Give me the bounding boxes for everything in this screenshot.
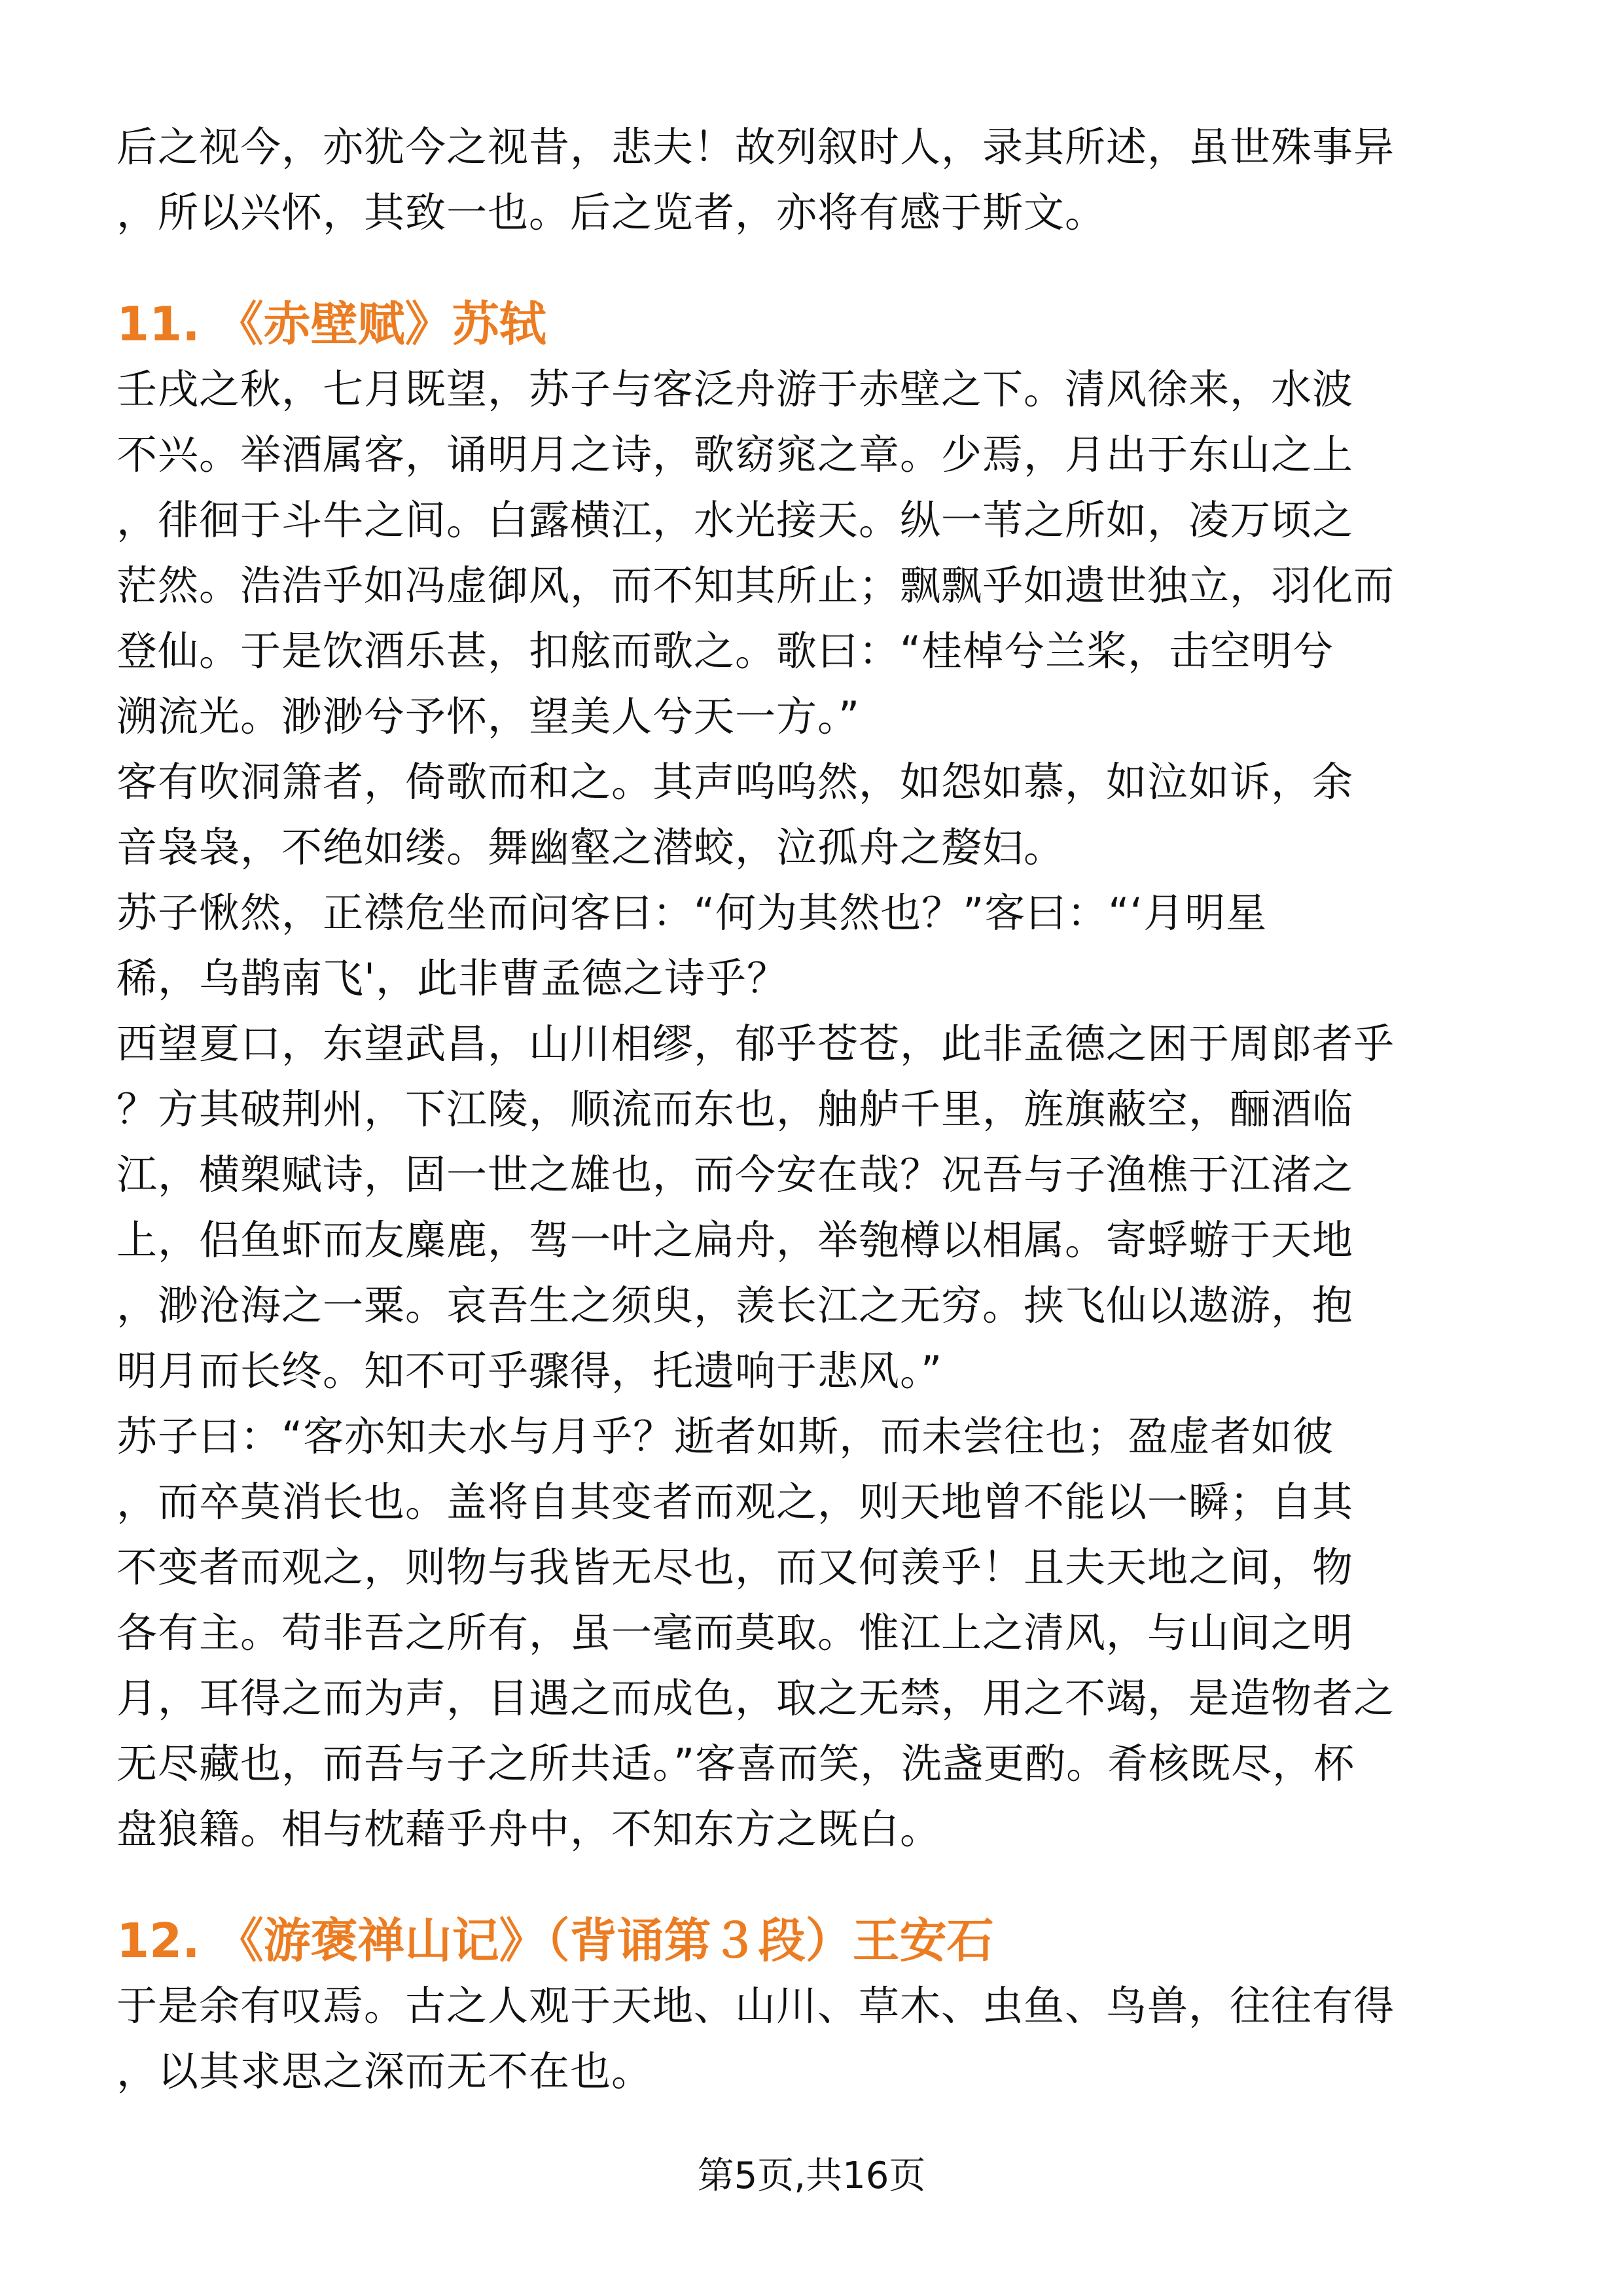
- text-line: 于是余有叹焉。古之人观于天地、山川、草木、虫鱼、鸟兽，往往有得: [116, 1982, 1395, 2030]
- text-line: 后之视今，亦犹今之视昔，悲夫！故列叙时人，录其所述，虽世殊事异: [116, 123, 1395, 171]
- text-line: 江，横槊赋诗，固一世之雄也，而今安在哉？况吾与子渔樵于江渚之: [116, 1151, 1354, 1198]
- document-body: [116, 115, 1478, 2104]
- intro-paragraph: [116, 115, 1478, 245]
- text-line: 客有吹洞箫者，倚歌而和之。其声呜呜然，如怨如慕，如泣如诉，余: [116, 758, 1354, 806]
- text-line: 不兴。举酒属客，诵明月之诗，歌窈窕之章。少焉，月出于东山之上: [116, 431, 1354, 478]
- text-line: 盘狼籍。相与枕藉乎舟中，不知东方之既白。: [116, 1805, 942, 1853]
- text-line: 各有主。苟非吾之所有，虽一毫而莫取。惟江上之清风，与山间之明: [116, 1609, 1354, 1657]
- text-line: ？方其破荆州，下江陵，顺流而东也，舳舻千里，旌旗蔽空，酾酒临: [116, 1085, 1354, 1133]
- text-line: 溯流光。渺渺兮予怀，望美人兮天一方。”: [116, 692, 861, 740]
- section-12-text: [116, 1973, 1478, 2104]
- text-line: ，渺沧海之一粟。哀吾生之须臾，羡长江之无穷。挟飞仙以遨游，抱: [116, 1282, 1354, 1329]
- text-line: 苏子愀然，正襟危坐而问客曰：“何为其然也？”客曰：“‘月明星: [116, 889, 1268, 937]
- text-line: 茫然。浩浩乎如冯虚御风，而不知其所止；飘飘乎如遗世独立，羽化而: [116, 562, 1395, 609]
- section-12-heading: 12. 《游褒禅山记》（背诵第３段）王安石: [116, 1913, 994, 1968]
- page-number: 第5页,共16页: [697, 2155, 926, 2197]
- text-line: 稀，乌鹊南飞'，此非曹孟德之诗乎？: [116, 954, 789, 1002]
- text-line: ，而卒莫消长也。盖将自其变者而观之，则天地曾不能以一瞬；自其: [116, 1478, 1354, 1526]
- text-line: 壬戌之秋，七月既望，苏子与客泛舟游于赤壁之下。清风徐来，水波: [116, 365, 1354, 413]
- text-line: 不变者而观之，则物与我皆无尽也，而又何羡乎！且夫天地之间，物: [116, 1543, 1354, 1591]
- section-11-text: [116, 357, 1478, 1862]
- text-line: 苏子曰：“客亦知夫水与月乎？逝者如斯，而未尝往也；盈虚者如彼: [116, 1412, 1334, 1460]
- text-line: ，徘徊于斗牛之间。白露横江，水光接天。纵一苇之所如，凌万顷之: [116, 496, 1354, 544]
- text-line: 上，侣鱼虾而友麋鹿，驾一叶之扁舟，举匏樽以相属。寄蜉蝣于天地: [116, 1216, 1354, 1264]
- text-line: 月，耳得之而为声，目遇之而成色，取之无禁，用之不竭，是造物者之: [116, 1674, 1395, 1722]
- text-line: 登仙。于是饮酒乐甚，扣舷而歌之。歌曰：“桂棹兮兰桨，击空明兮: [116, 627, 1334, 675]
- text-line: 无尽藏也，而吾与子之所共适。”客喜而笑，洗盏更酌。肴核既尽，杯: [116, 1740, 1355, 1787]
- text-line: 音袅袅，不绝如缕。舞幽壑之潜蛟，泣孤舟之嫠妇。: [116, 823, 1065, 871]
- text-line: 明月而长终。知不可乎骤得，托遗响于悲风。”: [116, 1347, 943, 1395]
- text-line: ，以其求思之深而无不在也。: [116, 2047, 653, 2095]
- text-line: 西望夏口，东望武昌，山川相缪，郁乎苍苍，此非孟德之困于周郎者乎: [116, 1020, 1395, 1067]
- text-line: ，所以兴怀，其致一也。后之览者，亦将有感于斯文。: [116, 188, 1107, 236]
- section-11-heading: 11. 《赤壁赋》苏轼: [116, 296, 546, 351]
